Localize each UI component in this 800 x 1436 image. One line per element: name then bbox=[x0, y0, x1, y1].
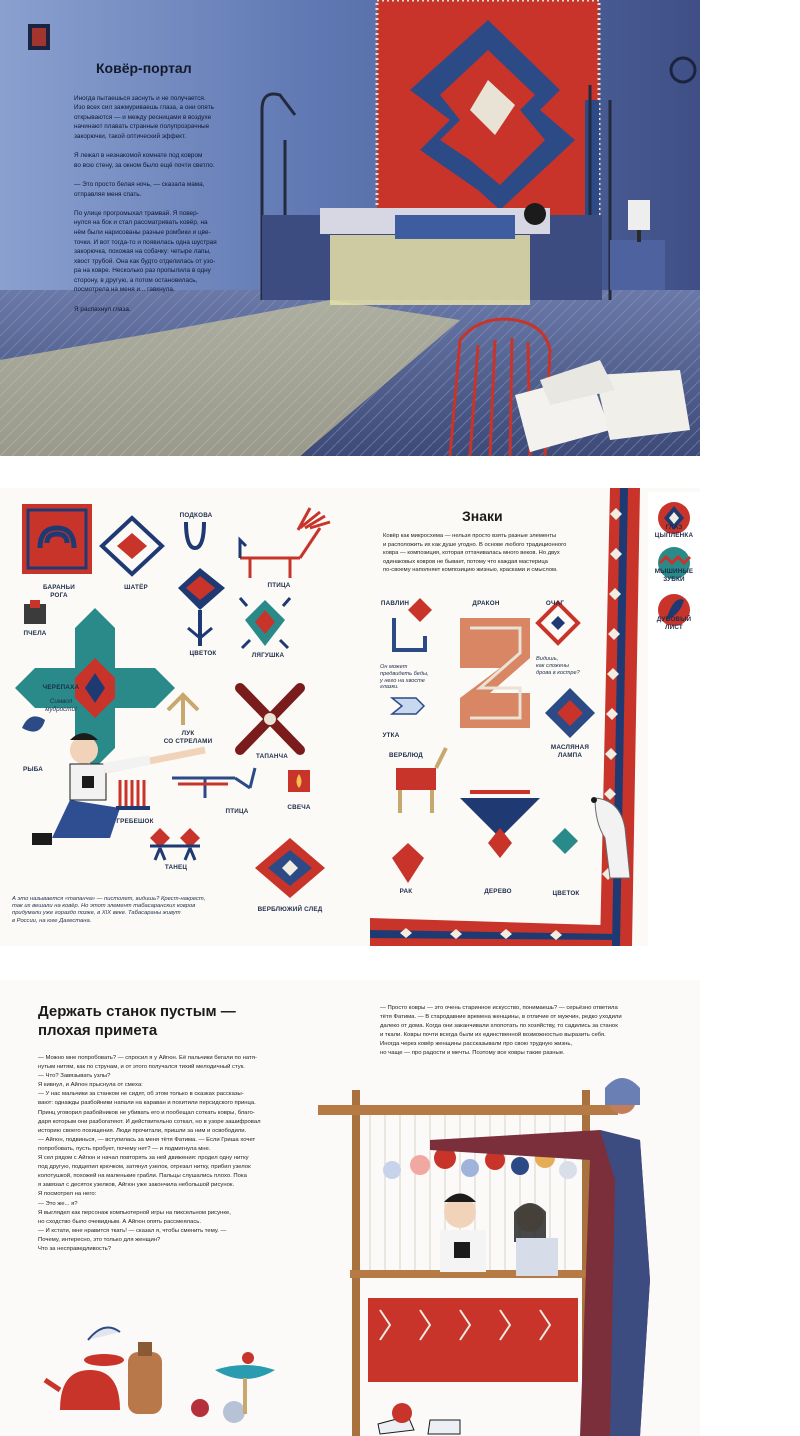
oil-lamp-symbol bbox=[545, 688, 595, 738]
label-dance: ТАНЕЦ bbox=[164, 864, 188, 871]
label-bird-top: ПТИЦА bbox=[267, 582, 291, 589]
spread-signs bbox=[0, 488, 700, 946]
left-text: — Можно мне попробовать? — спросил я у Айгюн. Её пальчики бегали по натя- нутым нитям, как по струнам, и от этого получался тихий мелодичный стук. — Что? Завязывать узлы? Я кивнул, и Айгюн прыснула от смеха: — У нас мальчики за станком не сидят, об этом только в сказках рассказы- вают: однажды разбойники напали на караван и похитили персидского принца. Принц уговорил разбойников не убивать его и пообещал соткать ковры, благо- даря которым они разбогатеют. И действительно соткал, но в узоре зашифровал историю своего похищения. Люди прочитали, пришли за ним и освободили. — Айгюн, подвинься, — вступилась за меня тётя Фатима. — Если Гриша хочет попробовать, пусть пробует, почему нет? — и подмигнула мне. Я сел рядом с Айгюн и начал повторять за ней движения: продел одну нитку под другую, подцепил крючком, затянул узелок, отрезал нитку, прибил узелок колотушкой, похожей на маленькие грабли. Пальцы слушались плохо. Пока я завязал с десяток узелков, Айгюн уже закончила небольшой рисунок. Я посмотрел на него: — Это же... я? Я выглядел как персонаж компьютерной игры на пиксельном рисунке, но сходство было очевидным. А Айгюн опять рассмеялась. — И кстати, мне нравится ткать! — сказал я, чтобы сменить тему. — Почему, интересно, это только для женщин? Что за несправедливость? bbox=[38, 1055, 261, 1252]
note-hearth: Видишь, как сложены дрова в костре? bbox=[536, 656, 580, 676]
label-fish: РЫБА bbox=[23, 766, 43, 773]
hearth-symbol bbox=[538, 603, 578, 643]
label-horseshoe: ПОДКОВА bbox=[179, 512, 213, 519]
tent-symbol bbox=[102, 518, 162, 574]
symbol-illustrations bbox=[0, 488, 380, 946]
label-peacock: ПАВЛИН bbox=[380, 600, 410, 607]
note-wisdom: Символ мудрости! bbox=[45, 698, 77, 713]
rams-horns-symbol bbox=[22, 504, 92, 574]
tree-symbol bbox=[460, 792, 540, 858]
girl-weaving bbox=[514, 1203, 558, 1276]
label-oil-lamp: МАСЛЯНАЯ ЛАМПА bbox=[550, 744, 590, 759]
frog-symbol bbox=[240, 598, 290, 648]
paragraph: Я лежал в незнакомой комнате под ковром во всю стену, за окном было ещё почти светло. bbox=[74, 152, 215, 169]
page-title: Ковёр-портал bbox=[96, 60, 192, 76]
spread-loom bbox=[0, 980, 700, 1436]
page-title: Знаки bbox=[462, 508, 503, 524]
paragraph: По улице прогромыхал трамвай. Я повер- нулся на бок и стал рассматривать ковёр, на нём были нарисованы разные ромбики и цве- точки. И вот тогда-то и появилась одна шустрая закорючка, похожая на собачку: четыре лапы, хвост трубой. Она как будто отделилась от узо- ра на ковре. Несколько раз пропылила в одну сторону, в другую, а потом остановилась, посмотрела на меня и... гавкнула. bbox=[74, 209, 217, 294]
label-camel-track: ВЕРБЛЮЖИЙ СЛЕД bbox=[257, 906, 323, 913]
label-mouse-teeth: МЫШИНЫЕ ЗУБКИ bbox=[654, 568, 694, 583]
boy-weaving bbox=[440, 1194, 486, 1273]
label-frog: ЛЯГУШКА bbox=[251, 652, 285, 659]
peacock-symbol bbox=[394, 618, 425, 650]
label-duck: УТКА bbox=[382, 732, 400, 739]
woven-carpet bbox=[368, 1298, 578, 1382]
label-candle: СВЕЧА bbox=[287, 804, 311, 811]
flower-symbol-right bbox=[552, 828, 578, 854]
intro-text: Ковёр как микросхема — нельзя просто взять разные элементы и расположить их как душе угодно. В основе любого традиционного ковра — композиция, которая оттачивалась много веков. Но двух одинаковых ковров не бывает, потому что каждая мастерица по-своему наполняет композицию жизнью, красками и смыслом. bbox=[383, 533, 567, 573]
dragon-symbol bbox=[460, 618, 530, 728]
label-bee: ПЧЕЛА bbox=[23, 630, 47, 637]
label-camel: ВЕРБЛЮД bbox=[389, 752, 423, 759]
label-tent: ШАТЁР bbox=[124, 584, 148, 591]
label-comb: ГРЕБЕШОК bbox=[116, 818, 154, 825]
label-crayfish: РАК bbox=[399, 888, 413, 895]
bird-symbol-top bbox=[240, 508, 330, 578]
legend-swatches bbox=[654, 500, 694, 630]
loom-illustration bbox=[0, 980, 700, 1436]
duck-symbol bbox=[392, 698, 424, 714]
label-hearth: ОЧАГ bbox=[545, 600, 565, 607]
crayfish-symbol bbox=[392, 843, 424, 883]
paragraph: — Это просто белая ночь, — сказала мама, отправляя меня спать. bbox=[74, 180, 205, 198]
label-tree: ДЕРЕВО bbox=[484, 888, 512, 895]
camel-track-symbol bbox=[255, 838, 325, 898]
note-peacock: Он может предвидеть беды, у него на хвосте глазки. bbox=[380, 664, 429, 691]
fish-symbol bbox=[22, 716, 45, 731]
story-text bbox=[74, 84, 234, 324]
label-oak-leaf: ДУБОВЫЙ ЛИСТ bbox=[656, 616, 692, 631]
paragraph: Я распахнул глаза. bbox=[74, 305, 131, 313]
paragraph: Иногда пытаешься заснуть и не получается. Изо всех сил зажмуриваешь глаза, а они опять открываются — и между ресницами в воздухе начинают плавать странные полупрозрачные закорючки, такой оптический эффект. bbox=[74, 94, 215, 140]
lamp bbox=[628, 200, 650, 230]
bird-symbol-bottom bbox=[172, 768, 255, 798]
label-rams-horns: БАРАНЬИ РОГА bbox=[42, 584, 76, 599]
flower-symbol-left bbox=[178, 568, 225, 646]
bow-symbol bbox=[168, 695, 198, 725]
caption-tapancha: А это называется «тапанча» — пистолет, видишь? Крест-накрест, так их вешали на ковёр. Но этот элемент табасаранских ковров придумали уже гораздо позже, в XIX веке. Табасараны живут в России, на юге Дагестана. bbox=[12, 896, 206, 924]
label-flower-right: ЦВЕТОК bbox=[552, 890, 580, 897]
label-turtle: ЧЕРЕПАХА bbox=[42, 684, 80, 691]
horseshoe-symbol bbox=[186, 522, 204, 548]
yarn-ball bbox=[392, 1403, 412, 1423]
label-flower-left: ЦВЕТОК bbox=[189, 650, 217, 657]
label-tapancha: ТАПАНЧА bbox=[256, 753, 288, 760]
spread-carpet-portal bbox=[0, 0, 700, 456]
yarn-ball bbox=[223, 1401, 245, 1423]
candle-symbol bbox=[288, 770, 310, 792]
comb-symbol bbox=[116, 780, 150, 808]
right-text: — Просто ковры — это очень старинное искусство, понимаешь? — серьёзно ответила тётя Фатима. — В стародавние времена женщины, в отличие от мужчин, редко уходили далеко от дома. Когда они заканчивали хлопотать по хозяйству, то садились за станок и ткали. Ковры почти всегда были их единственной возможностью выразить себя. Иногда через ковёр женщины рассказывали про свою трудную жизнь, но чаще — про радости и мечты. Поэтому все ковры такие разные. bbox=[380, 1005, 622, 1057]
sleeping-boy bbox=[395, 215, 515, 239]
label-bird-bottom: ПТИЦА bbox=[225, 808, 249, 815]
page-title: Держать станок пустым — плохая примета bbox=[38, 1003, 236, 1039]
label-bow: ЛУК СО СТРЕЛАМИ bbox=[163, 730, 213, 745]
label-chick-eye: ГЛАЗ ЦЫПЛЁНКА bbox=[654, 524, 694, 539]
sneaker-icon bbox=[428, 1420, 460, 1434]
bedside-table bbox=[610, 240, 665, 290]
dance-symbol bbox=[150, 828, 200, 860]
bee-symbol bbox=[24, 600, 46, 624]
label-dragon: ДРАКОН bbox=[472, 600, 500, 607]
dog-illustration bbox=[591, 797, 630, 878]
